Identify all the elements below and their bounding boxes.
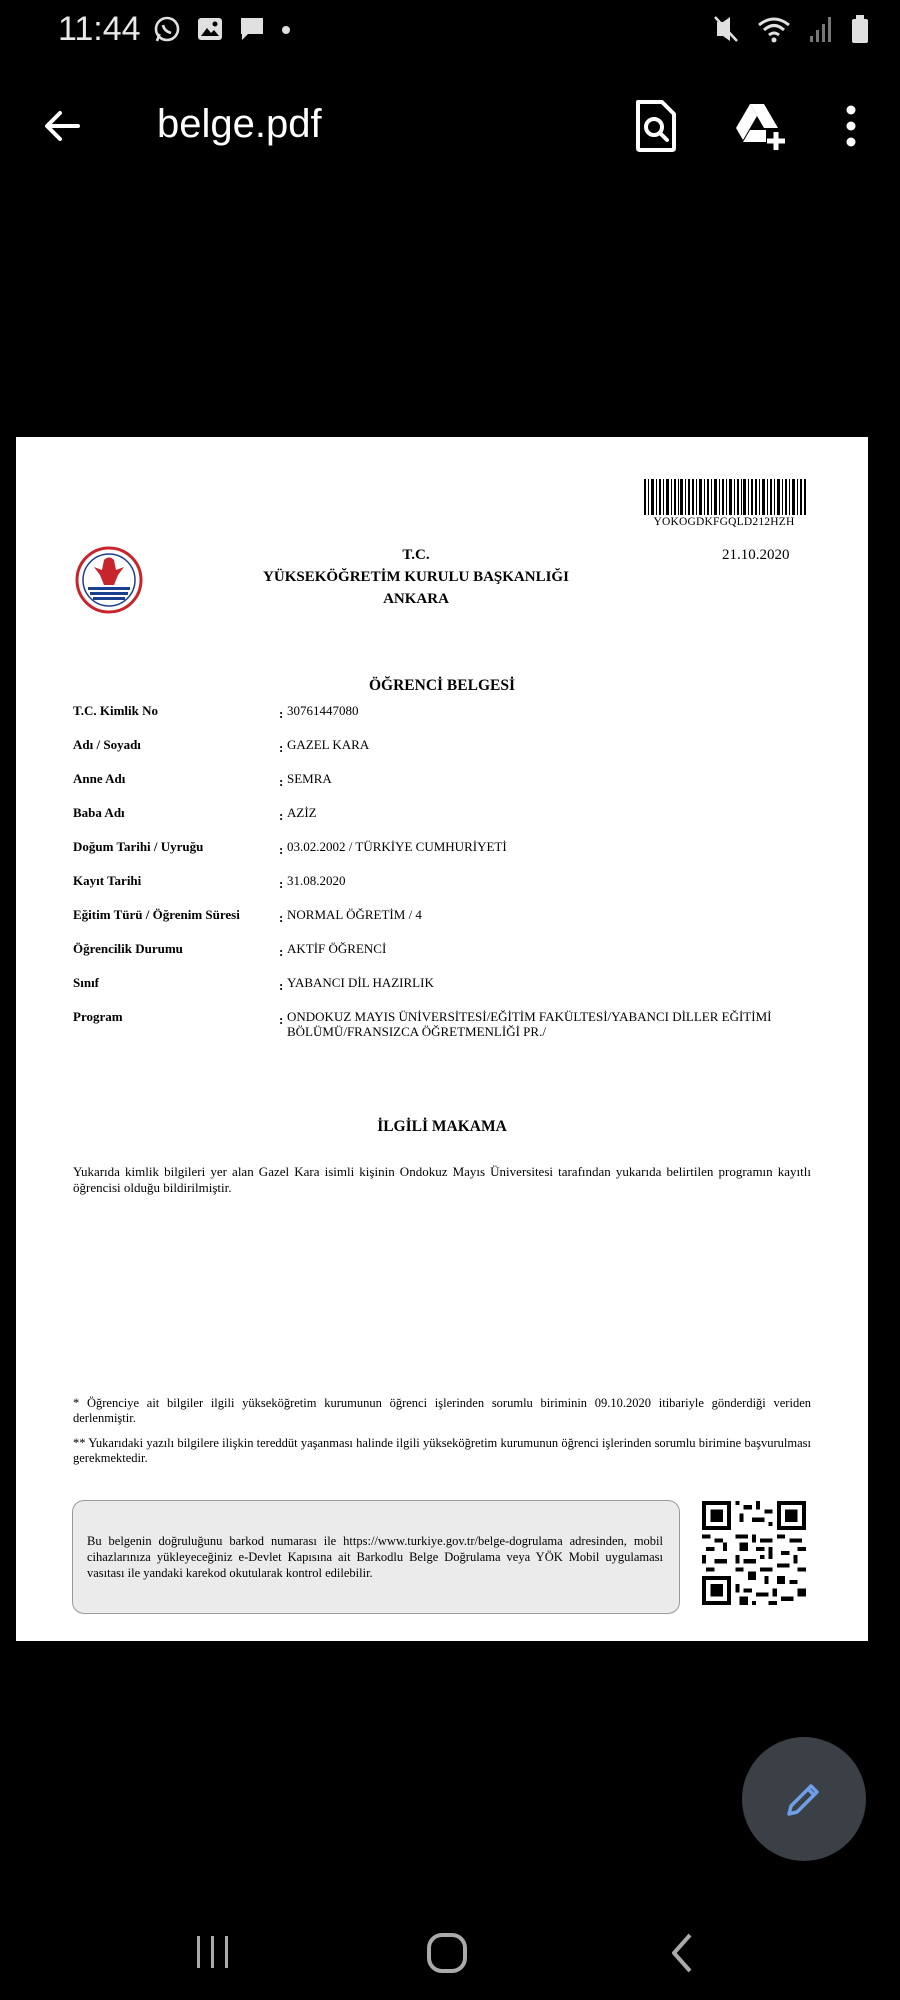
signal-icon — [808, 14, 834, 44]
app-bar — [0, 80, 900, 170]
find-in-page-icon — [630, 98, 680, 154]
nav-back-button[interactable] — [668, 1930, 698, 1981]
status-system-icons — [712, 14, 870, 44]
back-button[interactable] — [36, 100, 88, 152]
field-value: 31.08.2020 — [287, 873, 346, 888]
document-header — [216, 544, 616, 610]
edit-fab-button[interactable] — [742, 1737, 866, 1861]
field-label: Program — [73, 1009, 123, 1024]
footnote: ** Yukarıdaki yazılı bilgilere ilişkin tereddüt yaşanması halinde ilgili yükseköğretim kurumunun öğrenci işlerinden sorumlu birimine başvurulması gerekmektedir. — [73, 1436, 811, 1465]
home-button[interactable] — [424, 1930, 470, 1981]
status-time: 11:44 — [58, 10, 141, 48]
body-paragraph: Yukarıda kimlik bilgileri yer alan Gazel Kara isimli kişinin Ondokuz Mayıs Üniversitesi tarafından yukarıda belirtilen programın kayıtlı öğrencisi olduğu bildirilmiştir. — [73, 1164, 811, 1195]
addressee-heading: İLGİLİ MAKAMA — [377, 1118, 507, 1135]
field-label: Adı / Soyadı — [73, 737, 141, 752]
field-value: ONDOKUZ MAYIS ÜNİVERSİTESİ/EĞİTİM FAKÜLTESİ/YABANCI DİLLER EĞİTİMİ BÖLÜMÜ/FRANSIZCA ÖĞRETMENLİĞİ PR./ — [287, 1009, 772, 1039]
verification-box — [72, 1500, 680, 1614]
field-value: AZİZ — [287, 805, 317, 820]
footnote: * Öğrenciye ait bilgiler ilgili yükseköğretim kurumunun öğrenci işlerinden sorumlu biriminin 09.10.2020 itibariyle gönderdiği veriden derlenmiştir. — [73, 1396, 811, 1425]
mute-icon — [712, 14, 740, 44]
header-line-institution: YÜKSEKÖĞRETİM KURULU BAŞKANLIĞI — [263, 569, 569, 585]
find-in-page-button[interactable] — [630, 98, 680, 154]
recents-icon — [193, 1932, 233, 1972]
file-title: belge.pdf — [157, 102, 322, 146]
field-label: Kayıt Tarihi — [73, 873, 142, 888]
field-colon: : — [279, 876, 284, 891]
field-label: Eğitim Türü / Öğrenim Süresi — [73, 907, 240, 922]
field-label: T.C. Kimlik No — [73, 703, 158, 718]
field-value: YABANCI DİL HAZIRLIK — [287, 975, 434, 990]
field-colon: : — [279, 740, 284, 755]
whatsapp-icon — [152, 14, 182, 44]
field-value: SEMRA — [287, 771, 332, 786]
barcode-number: YOKOGDKFGQLD212HZH — [653, 516, 795, 528]
field-label: Öğrencilik Durumu — [73, 941, 183, 956]
document-title: ÖĞRENCİ BELGESİ — [368, 677, 515, 694]
field-colon: : — [279, 706, 284, 721]
wifi-icon — [756, 14, 792, 44]
field-colon: : — [279, 1012, 284, 1027]
more-options-button[interactable] — [836, 98, 866, 154]
field-value: 30761447080 — [287, 703, 359, 718]
field-colon: : — [279, 774, 284, 789]
field-colon: : — [279, 978, 284, 993]
home-icon — [424, 1930, 470, 1976]
system-nav-bar — [0, 1900, 900, 2000]
battery-icon — [850, 14, 870, 44]
message-icon — [238, 15, 266, 43]
back-arrow-icon — [36, 100, 88, 152]
field-colon: : — [279, 842, 284, 857]
field-colon: : — [279, 910, 284, 925]
field-label: Doğum Tarihi / Uyruğu — [73, 839, 204, 854]
recents-button[interactable] — [193, 1932, 233, 1977]
field-value: GAZEL KARA — [287, 737, 370, 752]
field-colon: : — [279, 808, 284, 823]
header-line-tc: T.C. — [402, 547, 430, 563]
field-colon: : — [279, 944, 284, 959]
back-icon — [668, 1930, 698, 1976]
verification-text: Bu belgenin doğruluğunu barkod numarası ile https://www.turkiye.gov.tr/belge-dogrulama adresinden, mobil cihazlarınıza yükleyeceğiniz e-Devlet Kapısına ait Barkodlu Belge Doğrulama veya YÖK Mobil uygulaması vasıtası ile yandaki karekod okutularak kontrol edilebilir. — [87, 1534, 663, 1580]
more-vert-icon — [836, 98, 866, 154]
add-to-drive-button[interactable] — [732, 98, 788, 154]
university-logo-icon — [74, 545, 144, 615]
qr-code-image — [702, 1501, 806, 1605]
dot-icon — [280, 15, 292, 43]
field-label: Sınıf — [73, 975, 100, 990]
field-value: NORMAL ÖĞRETİM / 4 — [287, 907, 422, 922]
field-value: 03.02.2002 / TÜRKİYE CUMHURİYETİ — [287, 839, 507, 854]
field-label: Anne Adı — [73, 771, 126, 786]
header-line-city: ANKARA — [383, 591, 449, 607]
field-value: AKTİF ÖĞRENCİ — [287, 941, 387, 956]
barcode-image — [644, 479, 806, 515]
status-notification-icons — [152, 14, 292, 44]
add-to-drive-icon — [732, 98, 788, 154]
field-label: Baba Adı — [73, 805, 125, 820]
edit-pencil-icon — [781, 1776, 827, 1822]
gallery-icon — [196, 15, 224, 43]
status-bar — [0, 0, 900, 62]
document-date: 21.10.2020 — [722, 547, 790, 563]
pdf-page[interactable] — [16, 437, 868, 1641]
